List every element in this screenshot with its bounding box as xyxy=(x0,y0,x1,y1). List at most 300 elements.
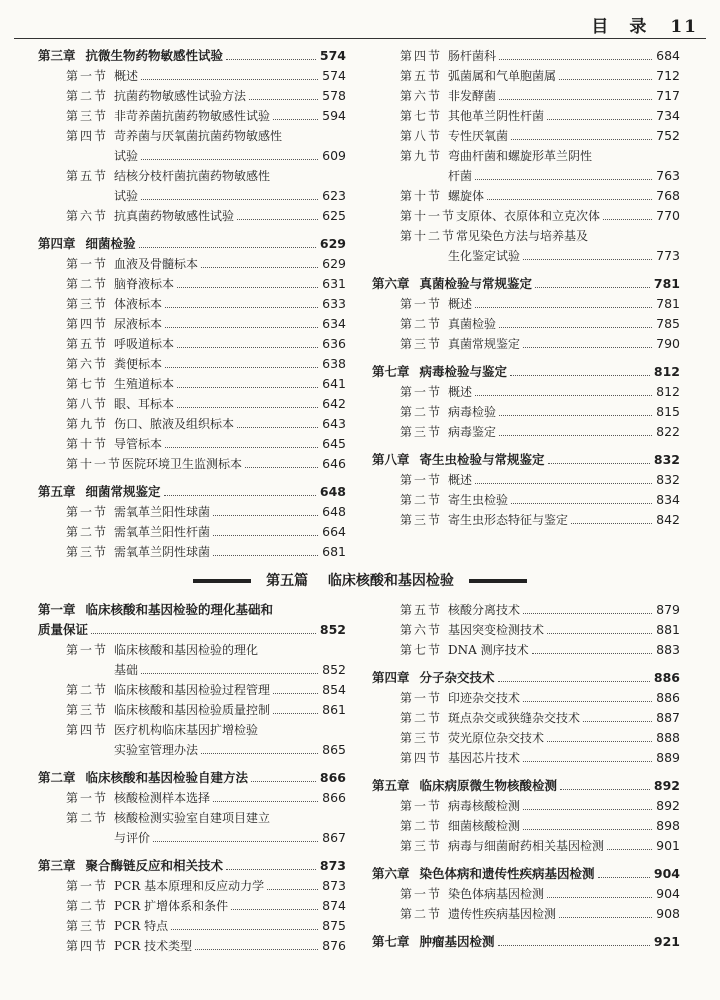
dot-leader xyxy=(226,59,316,60)
section-row xyxy=(38,66,346,86)
section-title: 基因芯片技术 xyxy=(448,751,521,765)
chapter-page: 648 xyxy=(319,484,346,499)
section-title-continued: 试验 xyxy=(114,189,139,203)
chapter-row xyxy=(372,776,680,796)
section-page: 648 xyxy=(322,504,346,519)
section-row xyxy=(372,226,680,246)
dot-leader xyxy=(603,219,652,220)
chapter-page: 852 xyxy=(319,622,346,637)
chapter-page: 904 xyxy=(653,866,680,881)
section-page: 773 xyxy=(656,248,680,263)
section-number: 第七节 xyxy=(400,109,443,123)
section-number: 第九节 xyxy=(400,149,443,163)
section-page: 638 xyxy=(322,356,346,371)
section-number: 第一节 xyxy=(400,385,443,399)
section-title: 病毒核酸检测 xyxy=(448,799,521,813)
section-number: 第五节 xyxy=(400,603,443,617)
section-row xyxy=(38,720,346,740)
section-page: 842 xyxy=(656,512,680,527)
section-number: 第一节 xyxy=(66,643,109,657)
section-page: 785 xyxy=(656,316,680,331)
chapter-spacer xyxy=(38,848,346,856)
chapter-page: 629 xyxy=(319,236,346,251)
section-title: 脑脊液标本 xyxy=(114,277,175,291)
section-number: 第一节 xyxy=(400,297,443,311)
section-title: 非发酵菌 xyxy=(448,89,497,103)
section-title: 尿液标本 xyxy=(114,317,163,331)
chapter-title: 肿瘤基因检测 xyxy=(419,934,495,949)
section-title-continued: 杆菌 xyxy=(448,169,473,183)
dot-leader xyxy=(523,809,652,810)
section-title: PCR 基本原理和反应动力学 xyxy=(114,879,265,893)
section-title: 苛养菌与厌氧菌抗菌药物敏感性 xyxy=(114,129,283,143)
dot-leader xyxy=(571,523,652,524)
section-page: 832 xyxy=(656,472,680,487)
section-title: 体液标本 xyxy=(114,297,163,311)
section-row xyxy=(38,700,346,720)
section-row xyxy=(38,354,346,374)
section-row xyxy=(38,166,346,186)
section-row xyxy=(372,510,680,530)
chapter-spacer xyxy=(372,354,680,362)
dot-leader xyxy=(535,287,650,288)
toc-column-left-top xyxy=(38,46,346,562)
chapter-title: 分子杂交技术 xyxy=(419,670,495,685)
dot-leader xyxy=(523,761,652,762)
section-number: 第二节 xyxy=(400,819,443,833)
dot-leader xyxy=(267,889,318,890)
section-row-continued xyxy=(38,660,346,680)
chapter-title: 寄生虫检验与常规鉴定 xyxy=(419,452,545,467)
chapter-page: 921 xyxy=(653,934,680,949)
section-title: 呼吸道标本 xyxy=(114,337,175,351)
section-title: PCR 技术类型 xyxy=(114,939,193,953)
chapter-title: 聚合酶链反应和相关技术 xyxy=(85,858,224,873)
dot-leader xyxy=(547,633,652,634)
section-number: 第二节 xyxy=(400,493,443,507)
part-rule-right xyxy=(469,579,527,583)
section-row xyxy=(38,394,346,414)
section-row xyxy=(38,294,346,314)
dot-leader xyxy=(195,949,318,950)
section-page: 634 xyxy=(322,316,346,331)
section-page: 625 xyxy=(322,208,346,223)
section-title: 血液及骨髓标本 xyxy=(114,257,199,271)
dot-leader xyxy=(560,789,650,790)
section-title: 结核分枝杆菌抗菌药物敏感性 xyxy=(114,169,271,183)
section-title: 斑点杂交或狭缝杂交技术 xyxy=(448,711,581,725)
dot-leader xyxy=(249,99,318,100)
section-number: 第七节 xyxy=(400,643,443,657)
page-header xyxy=(577,12,698,37)
dot-leader xyxy=(213,535,318,536)
section-number: 第三节 xyxy=(66,109,109,123)
section-row xyxy=(38,434,346,454)
dot-leader xyxy=(607,849,652,850)
section-page: 645 xyxy=(322,436,346,451)
section-page: 629 xyxy=(322,256,346,271)
section-row-continued xyxy=(38,828,346,848)
chapter-page: 892 xyxy=(653,778,680,793)
dot-leader xyxy=(547,119,652,120)
section-title: 临床核酸和基因检验的理化 xyxy=(114,643,259,657)
dot-leader xyxy=(499,415,652,416)
dot-leader xyxy=(523,613,652,614)
chapter-row xyxy=(38,768,346,788)
section-title: 医疗机构临床基因扩增检验 xyxy=(114,723,259,737)
chapter-title: 病毒检验与鉴定 xyxy=(419,364,508,379)
section-row xyxy=(372,86,680,106)
section-row-continued xyxy=(38,740,346,760)
chapter-title-continued: 质量保证 xyxy=(38,622,89,637)
section-page: 904 xyxy=(656,886,680,901)
section-title: 真菌常规鉴定 xyxy=(448,337,521,351)
chapter-number: 第四章 xyxy=(372,670,410,685)
section-number: 第一节 xyxy=(400,799,443,813)
toc-column-right-bottom xyxy=(372,600,680,952)
section-page: 852 xyxy=(322,662,346,677)
section-row xyxy=(372,708,680,728)
section-title: 抗真菌药物敏感性试验 xyxy=(114,209,235,223)
section-title: 概述 xyxy=(448,473,473,487)
section-title: 医院环境卫生监测标本 xyxy=(122,457,243,471)
section-number: 第三节 xyxy=(66,297,109,311)
section-row xyxy=(372,816,680,836)
dot-leader xyxy=(237,427,318,428)
chapter-spacer xyxy=(372,442,680,450)
section-number: 第一节 xyxy=(66,69,109,83)
section-number: 第三节 xyxy=(400,839,443,853)
section-row xyxy=(372,186,680,206)
section-row xyxy=(372,836,680,856)
chapter-number: 第二章 xyxy=(38,770,76,785)
dot-leader xyxy=(499,99,652,100)
section-title: PCR 扩增体系和条件 xyxy=(114,899,229,913)
chapter-row xyxy=(372,362,680,382)
chapter-spacer xyxy=(372,768,680,776)
section-title: 需氧革兰阳性杆菌 xyxy=(114,525,211,539)
section-number: 第九节 xyxy=(66,417,109,431)
dot-leader xyxy=(201,267,318,268)
section-page: 623 xyxy=(322,188,346,203)
dot-leader xyxy=(547,897,652,898)
dot-leader xyxy=(213,515,318,516)
dot-leader xyxy=(273,693,318,694)
dot-leader xyxy=(177,287,318,288)
section-page: 874 xyxy=(322,898,346,913)
dot-leader xyxy=(475,179,652,180)
section-number: 第六节 xyxy=(400,89,443,103)
dot-leader xyxy=(498,945,650,946)
section-page: 763 xyxy=(656,168,680,183)
section-page: 879 xyxy=(656,602,680,617)
section-number: 第二节 xyxy=(66,899,109,913)
section-page: 888 xyxy=(656,730,680,745)
section-number: 第四节 xyxy=(66,129,109,143)
section-row xyxy=(372,402,680,422)
header-page-number: 11 xyxy=(670,17,698,37)
section-page: 642 xyxy=(322,396,346,411)
chapter-page: 886 xyxy=(653,670,680,685)
section-row xyxy=(38,916,346,936)
section-title: 其他革兰阴性杆菌 xyxy=(448,109,545,123)
section-row xyxy=(372,470,680,490)
dot-leader xyxy=(237,219,318,220)
chapter-row xyxy=(372,668,680,688)
section-title: 生殖道标本 xyxy=(114,377,175,391)
chapter-page: 866 xyxy=(319,770,346,785)
section-number: 第十一节 xyxy=(400,209,457,223)
section-page: 768 xyxy=(656,188,680,203)
section-page: 781 xyxy=(656,296,680,311)
section-title: 弧菌属和气单胞菌属 xyxy=(448,69,557,83)
dot-leader xyxy=(213,555,318,556)
chapter-page: 812 xyxy=(653,364,680,379)
header-catalog: 目 录 xyxy=(591,17,649,37)
section-number: 第一节 xyxy=(400,691,443,705)
section-number: 第八节 xyxy=(66,397,109,411)
chapter-row-continued xyxy=(38,620,346,640)
section-row-continued xyxy=(372,246,680,266)
chapter-row xyxy=(372,864,680,884)
chapter-number: 第六章 xyxy=(372,276,410,291)
part-title: 临床核酸和基因检验 xyxy=(327,573,454,589)
section-title: 染色体病基因检测 xyxy=(448,887,545,901)
section-row xyxy=(372,382,680,402)
section-title-continued: 试验 xyxy=(114,149,139,163)
dot-leader xyxy=(177,387,318,388)
chapter-page: 873 xyxy=(319,858,346,873)
section-page: 636 xyxy=(322,336,346,351)
section-page: 889 xyxy=(656,750,680,765)
chapter-title: 细菌常规鉴定 xyxy=(85,484,161,499)
section-number: 第二节 xyxy=(400,405,443,419)
chapter-number: 第七章 xyxy=(372,934,410,949)
section-row xyxy=(38,788,346,808)
chapter-title: 临床核酸和基因检验的理化基础和 xyxy=(85,602,274,617)
section-row xyxy=(372,106,680,126)
section-row-continued xyxy=(372,166,680,186)
section-row xyxy=(38,522,346,542)
section-row xyxy=(372,334,680,354)
part-rule-left xyxy=(193,579,251,583)
section-title: 常见染色方法与培养基及 xyxy=(456,229,589,243)
dot-leader xyxy=(475,395,652,396)
dot-leader xyxy=(141,199,318,200)
chapter-page: 832 xyxy=(653,452,680,467)
section-page: 908 xyxy=(656,906,680,921)
chapter-row xyxy=(38,600,346,620)
section-title: 核酸分离技术 xyxy=(448,603,521,617)
section-row xyxy=(372,884,680,904)
section-number: 第四节 xyxy=(66,317,109,331)
chapter-spacer xyxy=(372,856,680,864)
chapter-title: 细菌检验 xyxy=(85,236,136,251)
section-row xyxy=(372,46,680,66)
chapter-row xyxy=(372,932,680,952)
section-row xyxy=(38,936,346,956)
section-number: 第八节 xyxy=(400,129,443,143)
section-title: 粪便标本 xyxy=(114,357,163,371)
section-title: 肠杆菌科 xyxy=(448,49,497,63)
section-number: 第四节 xyxy=(66,939,109,953)
section-title: 螺旋体 xyxy=(448,189,485,203)
dot-leader xyxy=(510,375,650,376)
dot-leader xyxy=(153,841,318,842)
dot-leader xyxy=(165,307,318,308)
section-number: 第一节 xyxy=(66,505,109,519)
section-title: 临床核酸和基因检验过程管理 xyxy=(114,683,271,697)
header-rule xyxy=(14,38,706,39)
section-number: 第三节 xyxy=(400,425,443,439)
section-page: 898 xyxy=(656,818,680,833)
section-title: DNA 测序技术 xyxy=(448,643,529,657)
dot-leader xyxy=(251,781,316,782)
chapter-row xyxy=(38,482,346,502)
section-row xyxy=(38,640,346,660)
dot-leader xyxy=(201,753,318,754)
chapter-row xyxy=(372,274,680,294)
section-page: 633 xyxy=(322,296,346,311)
dot-leader xyxy=(598,877,650,878)
section-page: 881 xyxy=(656,622,680,637)
section-page: 865 xyxy=(322,742,346,757)
dot-leader xyxy=(165,447,318,448)
section-title: 遗传性疾病基因检测 xyxy=(448,907,557,921)
section-number: 第二节 xyxy=(66,683,109,697)
section-row xyxy=(38,542,346,562)
section-page: 712 xyxy=(656,68,680,83)
section-title: 细菌核酸检测 xyxy=(448,819,521,833)
section-row xyxy=(38,502,346,522)
section-page: 873 xyxy=(322,878,346,893)
section-title: 寄生虫检验 xyxy=(448,493,509,507)
toc-column-right-top xyxy=(372,46,680,530)
toc-column-left-bottom xyxy=(38,600,346,956)
section-number: 第十一节 xyxy=(66,457,123,471)
dot-leader xyxy=(141,159,318,160)
dot-leader xyxy=(177,407,318,408)
section-row xyxy=(372,66,680,86)
section-row xyxy=(372,796,680,816)
section-row xyxy=(372,206,680,226)
section-page: 646 xyxy=(322,456,346,471)
section-row xyxy=(372,314,680,334)
section-row xyxy=(38,876,346,896)
section-title: 需氧革兰阴性球菌 xyxy=(114,545,211,559)
section-number: 第三节 xyxy=(400,513,443,527)
section-row xyxy=(372,490,680,510)
dot-leader xyxy=(171,929,318,930)
section-page: 643 xyxy=(322,416,346,431)
section-page: 822 xyxy=(656,424,680,439)
section-row xyxy=(38,454,346,474)
section-row xyxy=(38,374,346,394)
section-number: 第十节 xyxy=(400,189,443,203)
section-page: 892 xyxy=(656,798,680,813)
section-row xyxy=(38,414,346,434)
section-title: 专性厌氧菌 xyxy=(448,129,509,143)
section-page: 812 xyxy=(656,384,680,399)
section-page: 684 xyxy=(656,48,680,63)
section-title: 真菌检验 xyxy=(448,317,497,331)
dot-leader xyxy=(91,633,316,634)
section-page: 876 xyxy=(322,938,346,953)
chapter-spacer xyxy=(372,660,680,668)
section-page: 854 xyxy=(322,682,346,697)
section-page: 861 xyxy=(322,702,346,717)
section-title: 病毒鉴定 xyxy=(448,425,497,439)
dot-leader xyxy=(498,681,650,682)
section-title: 荧光原位杂交技术 xyxy=(448,731,545,745)
section-page: 681 xyxy=(322,544,346,559)
dot-leader xyxy=(523,347,652,348)
section-row xyxy=(38,106,346,126)
dot-leader xyxy=(583,721,652,722)
section-number: 第四节 xyxy=(66,723,109,737)
section-title: 临床核酸和基因检验质量控制 xyxy=(114,703,271,717)
section-row xyxy=(38,334,346,354)
section-page: 578 xyxy=(322,88,346,103)
section-title-continued: 与评价 xyxy=(114,831,151,845)
section-number: 第六节 xyxy=(66,209,109,223)
section-title: 抗菌药物敏感性试验方法 xyxy=(114,89,247,103)
section-page: 866 xyxy=(322,790,346,805)
section-number: 第六节 xyxy=(400,623,443,637)
part-heading xyxy=(0,570,720,590)
section-row xyxy=(372,640,680,660)
dot-leader xyxy=(559,917,652,918)
section-row-continued xyxy=(38,146,346,166)
section-number: 第三节 xyxy=(66,703,109,717)
section-row xyxy=(38,680,346,700)
section-page: 664 xyxy=(322,524,346,539)
section-number: 第二节 xyxy=(66,277,109,291)
section-row xyxy=(38,896,346,916)
chapter-row xyxy=(38,856,346,876)
section-title: 核酸检测样本选择 xyxy=(114,791,211,805)
dot-leader xyxy=(226,869,316,870)
section-number: 第七节 xyxy=(66,377,109,391)
section-title: 导管标本 xyxy=(114,437,163,451)
section-row-continued xyxy=(38,186,346,206)
section-title: 基因突变检测技术 xyxy=(448,623,545,637)
chapter-spacer xyxy=(38,760,346,768)
chapter-number: 第八章 xyxy=(372,452,410,467)
section-title: 印迹杂交技术 xyxy=(448,691,521,705)
chapter-number: 第七章 xyxy=(372,364,410,379)
chapter-page: 574 xyxy=(319,48,346,63)
section-number: 第五节 xyxy=(66,337,109,351)
section-title: 需氧革兰阳性球菌 xyxy=(114,505,211,519)
section-number: 第三节 xyxy=(66,919,109,933)
dot-leader xyxy=(475,307,652,308)
section-row xyxy=(372,126,680,146)
dot-leader xyxy=(141,673,318,674)
dot-leader xyxy=(213,801,318,802)
section-row xyxy=(38,274,346,294)
section-row xyxy=(38,314,346,334)
chapter-title: 临床病原微生物核酸检测 xyxy=(419,778,558,793)
section-number: 第一节 xyxy=(66,257,109,271)
section-title: 概述 xyxy=(114,69,139,83)
section-row xyxy=(372,600,680,620)
section-page: 641 xyxy=(322,376,346,391)
section-number: 第三节 xyxy=(400,337,443,351)
dot-leader xyxy=(164,495,316,496)
dot-leader xyxy=(487,199,652,200)
section-title-continued: 基础 xyxy=(114,663,139,677)
